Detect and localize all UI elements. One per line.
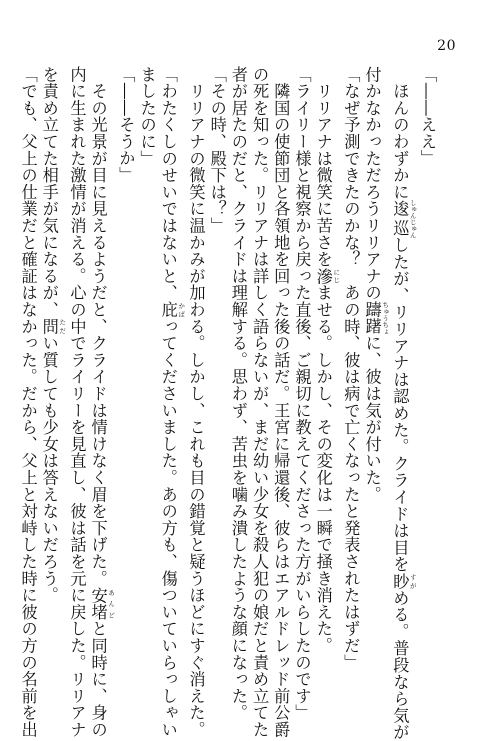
text-segment: 「ライリー様と視察から戻った直後、ご親切に教えてくださった方がいらしたのです」 xyxy=(292,66,312,722)
text-line xyxy=(87,66,116,739)
ruby-reading: ちゅうちょ xyxy=(381,301,390,335)
ruby-base: 躊躇 xyxy=(362,301,382,335)
text-segment: 付かなかっただろうリリアナの xyxy=(362,66,382,302)
text-segment: リリアナは微笑に苦さを xyxy=(313,66,333,268)
text-line xyxy=(249,66,270,738)
text-segment: 隣国の使節団と各領地を回った後の話だ。王宮に帰還後、彼らはエアルドレッド前公爵 xyxy=(271,66,291,738)
text-segment: 「――ええ」 xyxy=(418,66,437,167)
text-line xyxy=(291,66,312,722)
ruby-word xyxy=(390,199,417,239)
ruby-reading: あんど xyxy=(107,586,116,621)
ruby-word xyxy=(313,267,341,285)
text-line xyxy=(340,66,361,671)
ruby-base: 安堵 xyxy=(88,586,108,621)
text-line xyxy=(136,66,157,651)
text-line xyxy=(389,66,417,741)
page-number: 20 xyxy=(437,38,456,54)
text-segment: 内に生まれた激情が消える。心の中でライリーを見直し、彼は話を元に戻した。リリアナ xyxy=(67,66,87,738)
text-line xyxy=(270,66,291,738)
text-segment: 「わたくしのせいではないと、 xyxy=(158,66,178,302)
text-segment: リリアナの微笑に温かみが加わる。しかし、これも目の錯覚と疑うほどにすぐ消えた。 xyxy=(186,66,206,738)
ruby-base: 逡巡 xyxy=(390,199,410,239)
text-line xyxy=(66,66,87,738)
text-segment: ほんのわずかに xyxy=(390,66,410,201)
text-segment: 「でも、父上の仕業だと確証はなかった。だから、父上と対峙した時に彼の方の名前を出 xyxy=(18,66,38,738)
ruby-word xyxy=(88,586,116,621)
text-line xyxy=(39,66,67,651)
text-segment: める。普段なら気が xyxy=(390,589,410,741)
ruby-base: 眇 xyxy=(390,572,410,590)
text-line xyxy=(17,66,38,738)
ruby-reading: にじ xyxy=(332,267,341,285)
ruby-base: 滲 xyxy=(313,267,333,285)
text-segment: ませる。しかし、その変化は一瞬で掻き消えた。 xyxy=(313,284,333,655)
text-segment: ってくださいました。あの方も、傷ついていらっしゃい xyxy=(158,318,178,739)
body-text xyxy=(18,66,438,741)
text-line xyxy=(115,66,136,651)
ruby-base: 庇 xyxy=(158,301,178,319)
text-segment: その光景が目に見えるようだと、クライドは情けなく眉を下げた。 xyxy=(88,66,108,587)
ruby-word xyxy=(390,572,417,590)
ruby-word xyxy=(362,301,390,335)
text-segment: 者が居たのだと、クライドは理解する。思わず、苦虫を噛み潰したような顔になった。 xyxy=(228,66,248,722)
text-segment: に、彼は気が付いた。 xyxy=(362,334,382,503)
text-segment: 「その時、殿下は？」 xyxy=(207,66,227,234)
text-segment: い質しても少女は答えないだろう。 xyxy=(39,334,59,604)
text-segment: と同時に、身の xyxy=(88,620,108,739)
text-segment: を責め立てた相手が気になるが、 xyxy=(39,66,59,318)
ruby-word xyxy=(158,301,186,319)
ruby-reading: ただ xyxy=(58,318,67,335)
text-line xyxy=(228,66,249,722)
text-line xyxy=(185,66,206,738)
text-line xyxy=(361,66,389,651)
ruby-reading: かば xyxy=(177,301,186,319)
text-line xyxy=(206,66,227,651)
text-segment: ましたのに」 xyxy=(137,66,157,167)
text-line xyxy=(417,66,438,651)
ruby-base: 問 xyxy=(39,318,59,335)
text-line xyxy=(312,66,341,655)
text-segment: 「なぜ予測できたのかな？ あの時、彼は病で亡くなったと発表されたはずだ」 xyxy=(341,66,361,671)
ruby-reading: しゅんじゅん xyxy=(408,199,417,239)
text-segment: の死を知った。リリアナは詳しく語らないが、まだ幼い少女を殺人犯の娘だと責め立てた xyxy=(250,66,270,738)
text-segment: したが、リリアナは認めた。クライドは目を xyxy=(390,236,410,573)
ruby-word xyxy=(39,318,67,335)
text-line xyxy=(158,66,186,739)
ruby-reading: すが xyxy=(408,572,417,590)
text-segment: 「――そうか」 xyxy=(116,66,136,184)
